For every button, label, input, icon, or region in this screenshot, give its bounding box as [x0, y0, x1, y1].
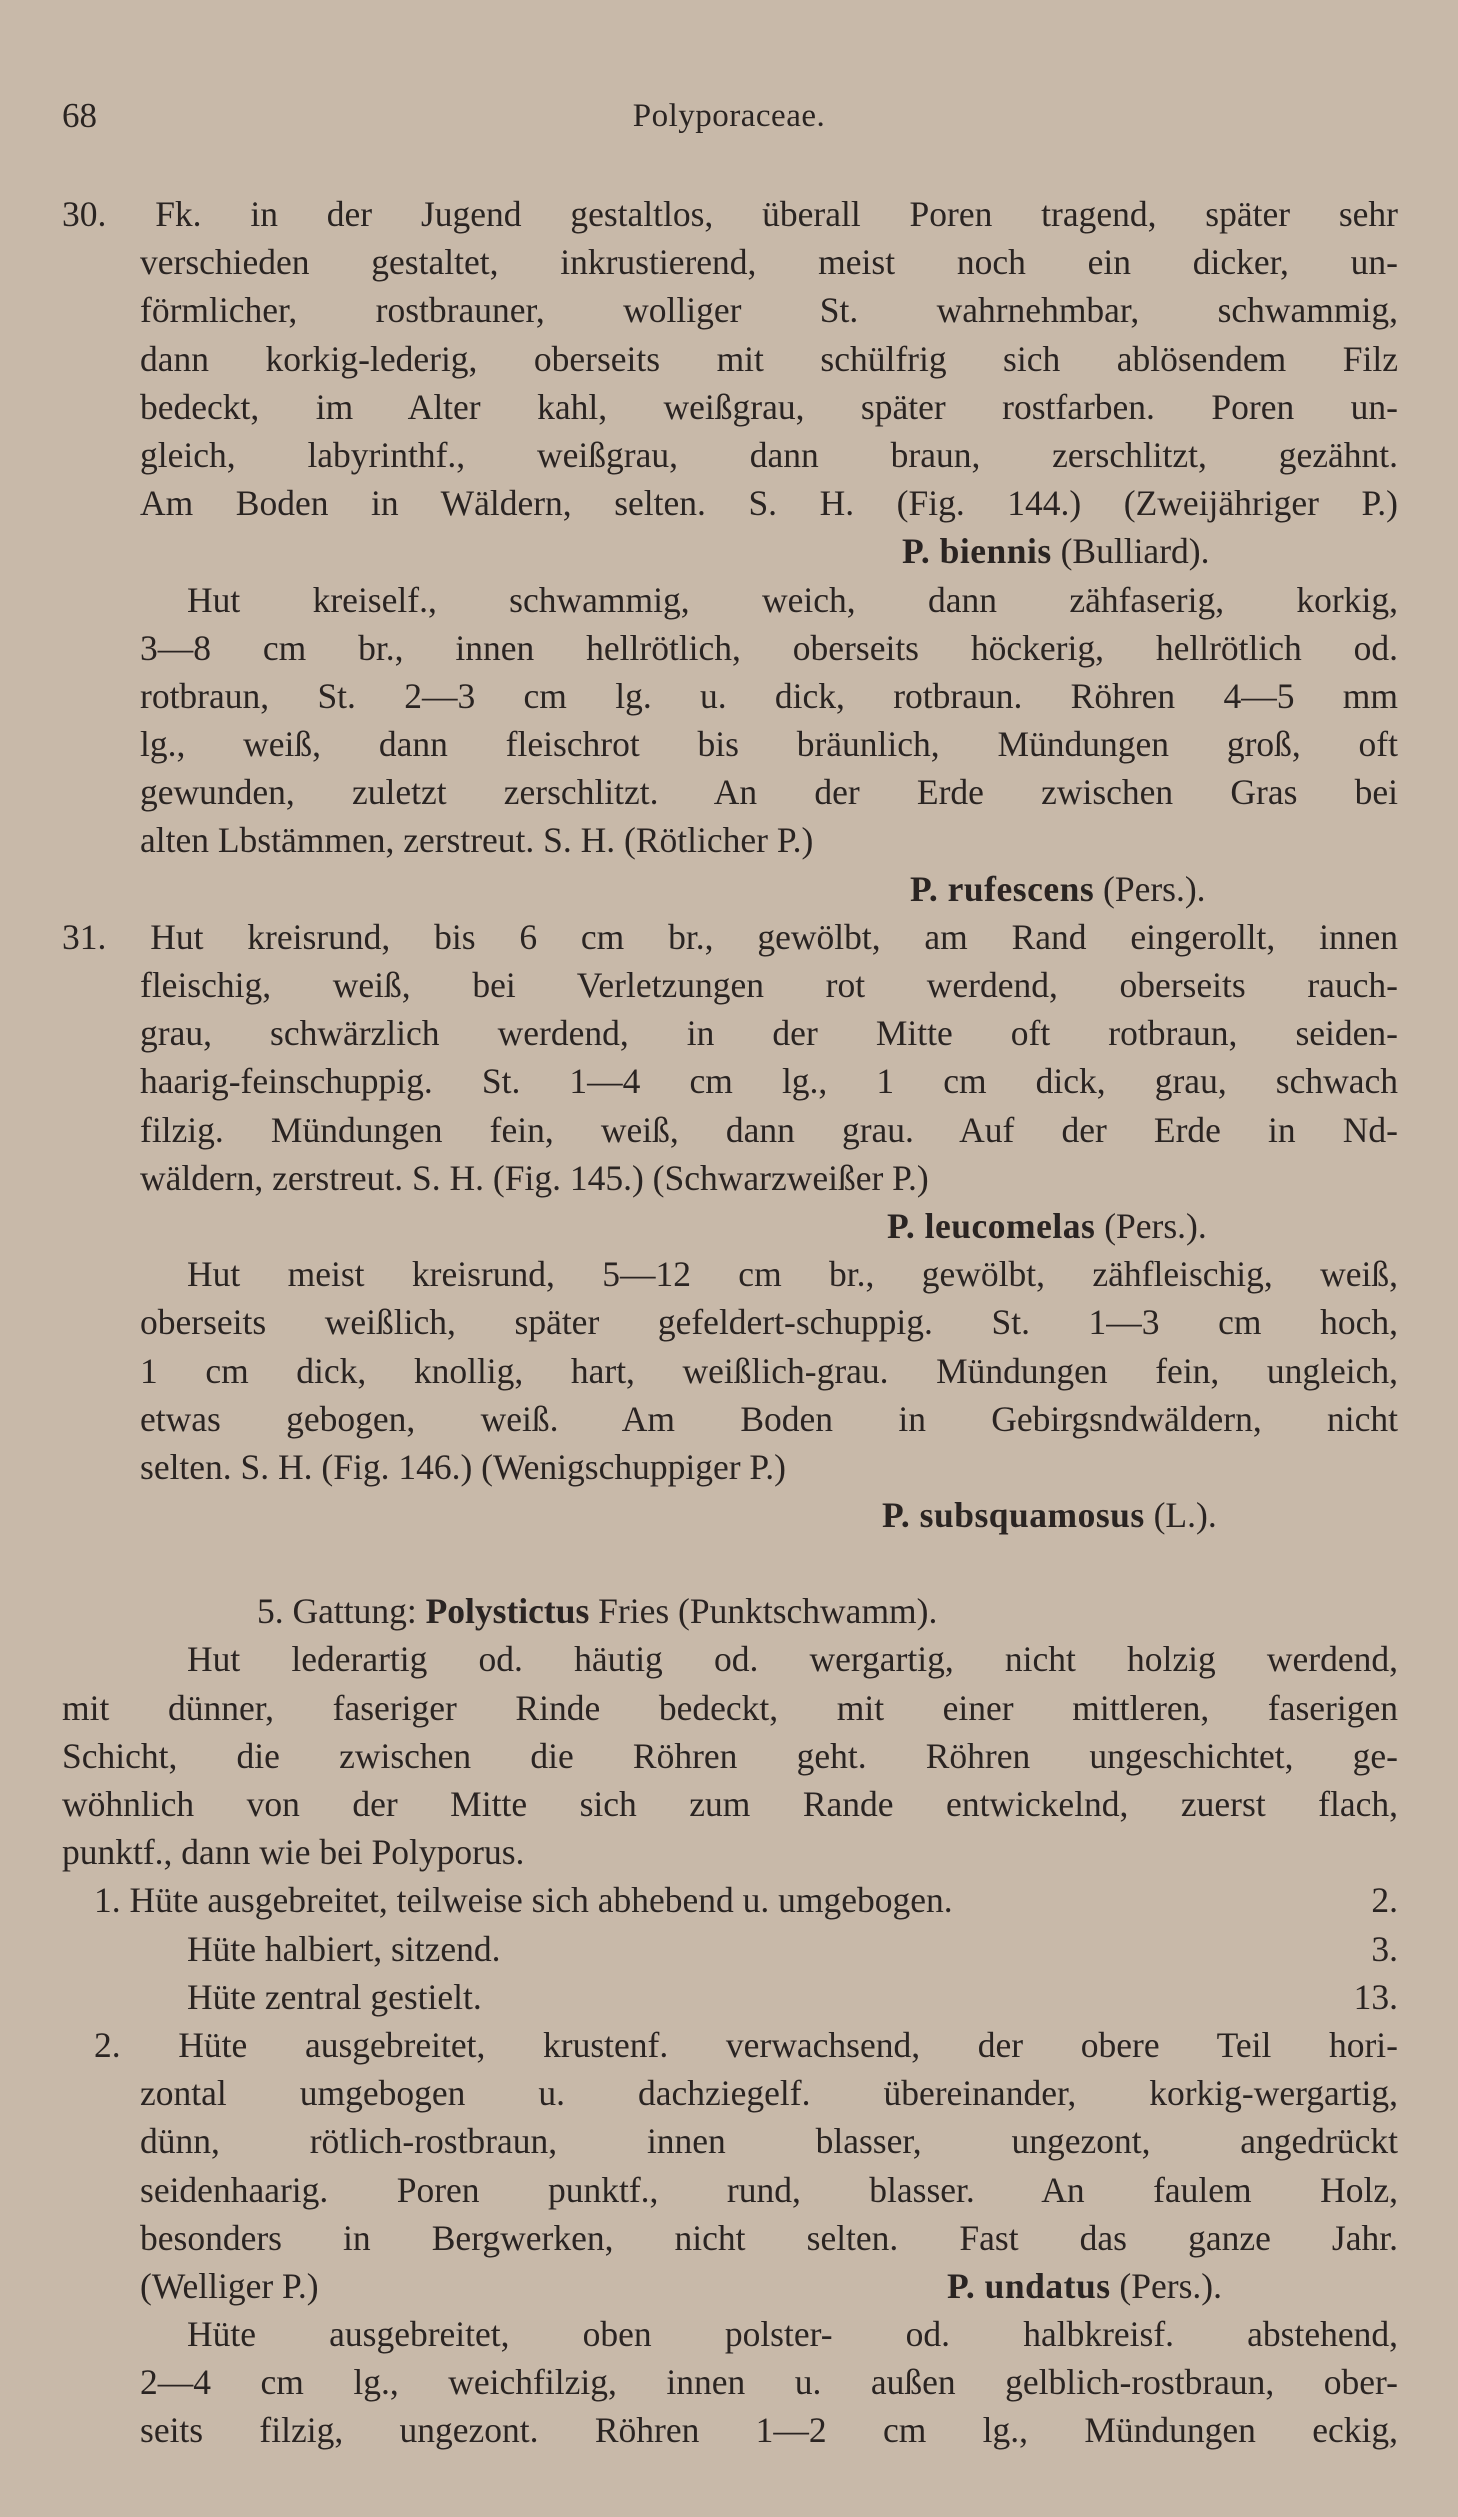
- text-line: seidenhaarig. Poren punktf., rund, blasser. An faulem Holz,: [140, 2169, 1398, 2210]
- text-line: verschieden gestaltet, inkrustierend, meist noch ein dicker, un-: [140, 242, 1398, 283]
- text-line: grau, schwärzlich werdend, in der Mitte oft rotbraun, seiden-: [140, 1013, 1398, 1054]
- text-line: oberseits weißlich, später gefeldert-schuppig. St. 1—3 cm hoch,: [140, 1302, 1398, 1343]
- text-line: filzig. Mündungen fein, weiß, dann grau. Auf der Erde in Nd-: [140, 1109, 1398, 1150]
- text-line: besonders in Bergwerken, nicht selten. Fast das ganze Jahr.: [140, 2217, 1398, 2258]
- genus-prefix: 5. Gattung:: [257, 1591, 426, 1632]
- species-name: P. subsquamosus: [882, 1495, 1145, 1536]
- text-line: seits filzig, ungezont. Röhren 1—2 cm lg., Mündungen eckig,: [140, 2410, 1398, 2451]
- text-line: dann korkig-lederig, oberseits mit schülfrig sich ablösendem Filz: [140, 338, 1398, 379]
- key-ref: 2.: [1371, 1880, 1398, 1921]
- species-line: [62, 527, 1398, 575]
- species-author: (Pers.).: [1110, 2265, 1222, 2306]
- genus-suffix: Fries (Punktschwamm).: [589, 1591, 938, 1632]
- key-text: Hüte halbiert, sitzend.: [187, 1928, 501, 1969]
- key-ref: 3.: [1371, 1928, 1398, 1969]
- text-line: zontal umgebogen u. dachziegelf. übereinander, korkig-wergartig,: [140, 2073, 1398, 2114]
- text-line: dünn, rötlich-rostbraun, innen blasser, ungezont, angedrückt: [140, 2121, 1398, 2162]
- text-line: rotbraun, St. 2—3 cm lg. u. dick, rotbraun. Röhren 4—5 mm: [140, 675, 1398, 716]
- key-line: [62, 1973, 1398, 2021]
- text-line: Am Boden in Wäldern, selten. S. H. (Fig. 144.) (Zweijähriger P.): [140, 483, 1398, 524]
- text-line: förmlicher, rostbrauner, wolliger St. wahrnehmbar, schwammig,: [140, 290, 1398, 331]
- species-name: P. undatus: [947, 2265, 1111, 2306]
- text-line: wäldern, zerstreut. S. H. (Fig. 145.) (Schwarzweißer P.): [140, 1157, 929, 1198]
- text-line: mit dünner, faseriger Rinde bedeckt, mit einer mittleren, faserigen: [62, 1687, 1398, 1728]
- genus-heading: [62, 1587, 1398, 1635]
- species-name: P. biennis: [902, 531, 1052, 572]
- text-line: wöhnlich von der Mitte sich zum Rande entwickelnd, zuerst flach,: [62, 1784, 1398, 1824]
- text-line: 1 cm dick, knollig, hart, weißlich-grau. Mündungen fein, ungleich,: [140, 1350, 1398, 1391]
- text-line: gewunden, zuletzt zerschlitzt. An der Erde zwischen Gras bei: [140, 772, 1398, 813]
- page-body: [62, 190, 1398, 2455]
- species-author: (Pers.).: [1094, 868, 1206, 909]
- text-line: selten. S. H. (Fig. 146.) (Wenigschuppiger P.): [140, 1446, 786, 1487]
- key-line: [62, 1876, 1398, 1924]
- key-text: 1. Hüte ausgebreitet, teilweise sich abhebend u. umgebogen.: [94, 1880, 953, 1921]
- species-line: [62, 1202, 1398, 1250]
- key-ref: 13.: [1353, 1976, 1398, 2017]
- text-line: bedeckt, im Alter kahl, weißgrau, später rostfarben. Poren un-: [140, 386, 1398, 427]
- common-name: (Welliger P.): [140, 2265, 319, 2306]
- species-line: [62, 1491, 1398, 1539]
- species-author: (Pers.).: [1095, 1205, 1207, 1246]
- page-number: 68: [62, 96, 97, 135]
- text-line: 31. Hut kreisrund, bis 6 cm br., gewölbt, am Rand eingerollt, innen: [62, 916, 1398, 957]
- species-name: P. rufescens: [910, 868, 1095, 909]
- text-line: haarig-feinschuppig. St. 1—4 cm lg., 1 cm dick, grau, schwach: [140, 1061, 1398, 1102]
- species-name: P. leucomelas: [887, 1205, 1096, 1246]
- text-line: 30. Fk. in der Jugend gestaltlos, überall Poren tragend, später sehr: [62, 194, 1398, 234]
- page-header: [62, 92, 1396, 140]
- text-line: Hut meist kreisrund, 5—12 cm br., gewölbt, zähfleischig, weiß,: [187, 1254, 1398, 1295]
- species-author: (Bulliard).: [1051, 531, 1210, 572]
- key-line: [62, 1925, 1398, 1973]
- text-line: punktf., dann wie bei Polyporus.: [62, 1832, 525, 1873]
- spacer: [62, 1539, 1398, 1587]
- key-text: Hüte zentral gestielt.: [187, 1976, 482, 2017]
- text-line: Hut lederartig od. häutig od. wergartig, nicht holzig werdend,: [187, 1639, 1398, 1680]
- text-line: gleich, labyrinthf., weißgrau, dann braun, zerschlitzt, gezähnt.: [140, 434, 1398, 475]
- text-line: Schicht, die zwischen die Röhren geht. Röhren ungeschichtet, ge-: [62, 1735, 1398, 1776]
- text-line: Hut kreiself., schwammig, weich, dann zähfaserig, korkig,: [187, 579, 1398, 620]
- text-line: 2. Hüte ausgebreitet, krustenf. verwachsend, der obere Teil hori-: [94, 2024, 1398, 2065]
- text-line: etwas gebogen, weiß. Am Boden in Gebirgsndwäldern, nicht: [140, 1398, 1398, 1439]
- text-line: Hüte ausgebreitet, oben polster- od. halbkreisf. abstehend,: [187, 2314, 1398, 2355]
- text-line: 3—8 cm br., innen hellrötlich, oberseits höckerig, hellrötlich od.: [140, 627, 1398, 668]
- species-line: [947, 2262, 1222, 2310]
- text-line: 2—4 cm lg., weichfilzig, innen u. außen gelblich-rostbraun, ober-: [140, 2362, 1398, 2403]
- genus-name: Polystictus: [425, 1591, 590, 1632]
- text-line: lg., weiß, dann fleischrot bis bräunlich, Mündungen groß, oft: [140, 724, 1398, 765]
- running-title: Polyporaceae.: [632, 98, 826, 134]
- text-line: fleischig, weiß, bei Verletzungen rot werdend, oberseits rauch-: [140, 965, 1398, 1005]
- species-author: (L.).: [1144, 1495, 1217, 1536]
- text-line: alten Lbstämmen, zerstreut. S. H. (Rötlicher P.): [140, 820, 814, 861]
- text-line: [62, 2262, 1398, 2310]
- species-line: [62, 865, 1398, 913]
